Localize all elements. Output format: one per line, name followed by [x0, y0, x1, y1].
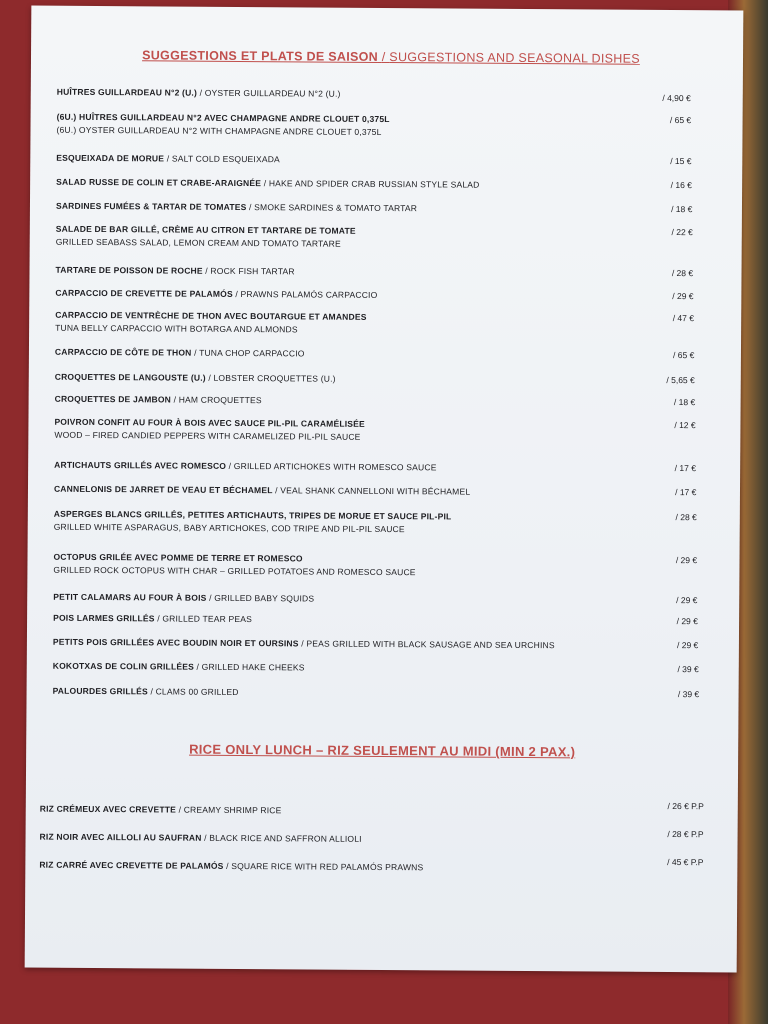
menu-item-name-en: OYSTER GUILLARDEAU N°2 (U.) — [204, 87, 341, 99]
menu-item-name-fr: SALADE DE BAR GILLÉ, CRÈME AU CITRON ET TARTARE DE TOMATE — [55, 223, 356, 236]
menu-item: CANNELONIS DE JARRET DE VEAU ET BÉCHAMEL / VEAL SHANK CANNELLONI WITH BÉCHAMEL — [53, 483, 471, 497]
menu-item-price: / 28 € — [671, 268, 694, 279]
menu-item: CROQUETTES DE LANGOUSTE (U.) / LOBSTER CROQUETTES (U.) — [54, 371, 336, 384]
menu-item-name-en: HAKE AND SPIDER CRAB RUSSIAN STYLE SALAD — [268, 178, 480, 190]
menu-item: TARTARE DE POISSON DE ROCHE / ROCK FISH TARTAR — [55, 264, 295, 277]
menu-item-name-fr: PALOURDES GRILLÉS — [52, 685, 148, 697]
menu-item-name-en: GRILLED WHITE ASPARAGUS, BABY ARTICHOKES, COD TRIPE AND PIL-PIL SAUCE — [53, 521, 405, 535]
menu-item: PETITS POIS GRILLÉES AVEC BOUDIN NOIR ET OURSINS / PEAS GRILLED WITH BLACK SAUSAGE AND SEA URCHINS — [52, 636, 555, 651]
rice-item-name-fr: RIZ NOIR AVEC AILLOLI AU SAUFRAN — [39, 831, 202, 843]
menu-item-price: / 18 € — [671, 203, 693, 215]
menu-item-name-en: (6U.) OYSTER GUILLARDEAU N°2 WITH CHAMPAGNE ANDRE CLOUET 0,375L — [56, 124, 382, 137]
menu-item-price: / 29 € — [676, 616, 698, 627]
menu-item: CARPACCIO DE CREVETTE DE PALAMÓS / PRAWNS PALAMÓS CARPACCIO — [55, 287, 378, 300]
menu-item: ESQUEIXADA DE MORUE / SALT COLD ESQUEIXADA — [56, 152, 280, 165]
menu-item-price: / 29 € — [677, 640, 699, 651]
menu-item-price: / 16 € — [670, 179, 692, 191]
section-title-rice: RICE ONLY LUNCH – RIZ SEULEMENT AU MIDI (MIN 2 PAX.) — [189, 741, 576, 760]
menu-item — [55, 309, 695, 339]
menu-item-name-fr: POIVRON CONFIT AU FOUR À BOIS AVEC SAUCE PIL-PIL CARAMÉLISÉE — [54, 416, 365, 429]
rice-item: RIZ NOIR AVEC AILLOLI AU SAUFRAN / BLACK RICE AND SAFFRON ALLIOLI — [39, 831, 362, 844]
menu-item-name-en: GRILLED SEABASS SALAD, LEMON CREAM AND TOMATO TARTARE — [55, 236, 341, 249]
menu-item: HUÎTRES GUILLARDEAU N°2 (U.) / OYSTER GUILLARDEAU N°2 (U.) — [56, 86, 341, 99]
menu-item: PALOURDES GRILLÉS / CLAMS 00 GRILLED — [52, 685, 239, 697]
rice-item: RIZ CRÉMEUX AVEC CREVETTE / CREAMY SHRIMP RICE — [39, 803, 282, 816]
menu-item-name-en: HAM CROQUETTES — [178, 394, 262, 406]
menu-item-price: / 47 € — [672, 313, 695, 324]
menu-item-name-fr: CROQUETTES DE LANGOUSTE (U.) — [54, 371, 206, 383]
menu-item-price: / 29 € — [676, 595, 698, 606]
menu-item-price: / 28 € — [675, 512, 697, 523]
section-title-fr: SUGGESTIONS ET PLATS DE SAISON — [142, 48, 379, 64]
menu-item — [53, 508, 697, 538]
menu-item-name-en: SALT COLD ESQUEIXADA — [171, 153, 280, 165]
menu-item-name-fr: (6U.) HUÎTRES GUILLARDEAU N°2 AVEC CHAMPAGNE ANDRE CLOUET 0,375L — [56, 111, 390, 125]
menu-item-name-fr: PETIT CALAMARS AU FOUR À BOIS — [53, 591, 207, 603]
menu-item-price: / 29 € — [672, 291, 694, 302]
menu-item: CROQUETTES DE JAMBON / HAM CROQUETTES — [54, 393, 262, 406]
section-title-suggestions: SUGGESTIONS ET PLATS DE SAISON / SUGGESTIONS AND SEASONAL DISHES — [142, 48, 640, 66]
menu-item-name-en: GRILLED TEAR PEAS — [162, 613, 253, 625]
menu-item-name-fr: ESQUEIXADA DE MORUE — [56, 152, 165, 164]
rice-item: RIZ CARRÉ AVEC CREVETTE DE PALAMÓS / SQUARE RICE WITH RED PALAMÓS PRAWNS — [39, 859, 424, 873]
menu-item-price: / 39 € — [677, 689, 700, 700]
menu-item-name-fr: CANNELONIS DE JARRET DE VEAU ET BÉCHAMEL — [53, 483, 273, 496]
rice-item-price: / 28 € P.P — [667, 828, 704, 840]
menu-item-name-en: GRILLED ROCK OCTOPUS WITH CHAR – GRILLED POTATOES AND ROMESCO SAUCE — [53, 564, 416, 578]
menu-item-name-fr: OCTOPUS GRILÉE AVEC POMME DE TERRE ET ROMESCO — [53, 551, 303, 564]
menu-item: SARDINES FUMÉES & TARTAR DE TOMATES / SMOKE SARDINES & TOMATO TARTAR — [55, 200, 418, 214]
menu-item-name-en: GRILLED ARTICHOKES WITH ROMESCO SAUCE — [233, 460, 437, 473]
menu-item-name-en: TUNA CHOP CARPACCIO — [199, 347, 305, 359]
menu-item-name-en: GRILLED HAKE CHEEKS — [201, 661, 305, 673]
menu-item-price: / 18 € — [673, 397, 696, 408]
menu-item-name-fr: KOKOTXAS DE COLIN GRILLÉES — [52, 660, 195, 672]
menu-sheet — [25, 6, 744, 973]
menu-item-name-fr: ARTICHAUTS GRILLÉS AVEC ROMESCO — [54, 459, 227, 471]
menu-item-price: / 17 € — [675, 487, 697, 498]
menu-item-name-en: LOBSTER CROQUETTES (U.) — [213, 372, 336, 384]
section-title-en: SUGGESTIONS AND SEASONAL DISHES — [389, 50, 640, 66]
menu-item-name-fr: POIS LARMES GRILLÉS — [53, 612, 155, 624]
menu-item-price: / 12 € — [674, 420, 696, 431]
menu-item-name-fr: CARPACCIO DE CÔTE DE THON — [54, 346, 192, 358]
rice-item-price: / 26 € P.P — [667, 800, 704, 812]
menu-item-name-fr: SALAD RUSSE DE COLIN ET CRABE-ARAIGNÉE — [56, 176, 262, 189]
menu-item-name-en: TUNA BELLY CARPACCIO WITH BOTARGA AND ALMONDS — [55, 322, 298, 335]
menu-item-price: / 65 € — [669, 114, 692, 126]
menu-item — [54, 416, 694, 446]
menu-item-name-fr: ASPERGES BLANCS GRILLÉS, PETITES ARTICHAUTS, TRIPES DE MORUE ET SAUCE PIL-PIL — [53, 508, 452, 522]
menu-item: SALAD RUSSE DE COLIN ET CRABE-ARAIGNÉE / HAKE AND SPIDER CRAB RUSSIAN STYLE SALAD — [56, 176, 480, 190]
menu-item-name-fr: CARPACCIO DE CREVETTE DE PALAMÓS — [55, 287, 233, 299]
menu-item-name-fr: SARDINES FUMÉES & TARTAR DE TOMATES — [55, 200, 247, 213]
menu-item-price: / 65 € — [673, 350, 695, 361]
rice-item-name-en: SQUARE RICE WITH RED PALAMÓS PRAWNS — [231, 860, 424, 873]
menu-item: KOKOTXAS DE COLIN GRILLÉES / GRILLED HAKE CHEEKS — [52, 660, 305, 673]
menu-item-name-fr: PETITS POIS GRILLÉES AVEC BOUDIN NOIR ET OURSINS — [52, 636, 299, 649]
menu-item — [53, 551, 693, 581]
menu-item-name-en: WOOD – FIRED CANDIED PEPPERS WITH CARAMELIZED PIL-PIL SAUCE — [54, 429, 361, 442]
menu-item-name-fr: CARPACCIO DE VENTRÈCHE DE THON AVEC BOUTARGUE ET AMANDES — [55, 309, 367, 322]
menu-item-price: / 17 € — [674, 463, 697, 474]
menu-item: ARTICHAUTS GRILLÉS AVEC ROMESCO / GRILLED ARTICHOKES WITH ROMESCO SAUCE — [54, 459, 437, 473]
menu-item-name-fr: HUÎTRES GUILLARDEAU N°2 (U.) — [56, 86, 198, 98]
menu-item-price: / 4,90 € — [662, 92, 691, 104]
menu-item-name-en: ROCK FISH TARTAR — [210, 265, 295, 277]
menu-item: POIS LARMES GRILLÉS / GRILLED TEAR PEAS — [53, 612, 253, 625]
menu-item-name-en: PEAS GRILLED WITH BLACK SAUSAGE AND SEA URCHINS — [306, 638, 555, 651]
menu-item-name-en: SMOKE SARDINES & TOMATO TARTAR — [254, 202, 418, 214]
menu-item: PETIT CALAMARS AU FOUR À BOIS / GRILLED BABY SQUIDS — [53, 591, 315, 604]
menu-item-name-en: VEAL SHANK CANNELLONI WITH BÉCHAMEL — [280, 485, 471, 497]
menu-item-price: / 15 € — [670, 155, 692, 167]
menu-item-price: / 5,65 € — [666, 374, 695, 386]
menu-item-price: / 29 € — [675, 555, 698, 566]
rice-item-name-fr: RIZ CARRÉ AVEC CREVETTE DE PALAMÓS — [39, 859, 224, 871]
rice-item-name-en: CREAMY SHRIMP RICE — [183, 804, 282, 816]
menu-item: CARPACCIO DE CÔTE DE THON / TUNA CHOP CARPACCIO — [54, 346, 305, 359]
menu-item — [56, 111, 696, 141]
menu-item-price: / 22 € — [671, 227, 693, 238]
rice-item-name-en: BLACK RICE AND SAFFRON ALLIOLI — [209, 832, 362, 844]
menu-item — [56, 223, 696, 253]
menu-item-name-fr: CROQUETTES DE JAMBON — [54, 393, 172, 405]
menu-item-name-en: PRAWNS PALAMÓS CARPACCIO — [240, 288, 378, 300]
menu-item-name-en: GRILLED BABY SQUIDS — [214, 592, 315, 604]
rice-item-price: / 45 € P.P — [667, 856, 704, 868]
rice-item-name-fr: RIZ CRÉMEUX AVEC CREVETTE — [39, 803, 177, 815]
menu-item-name-en: CLAMS 00 GRILLED — [155, 686, 239, 697]
menu-item-price: / 39 € — [677, 664, 699, 675]
menu-item-name-fr: TARTARE DE POISSON DE ROCHE — [55, 264, 203, 276]
